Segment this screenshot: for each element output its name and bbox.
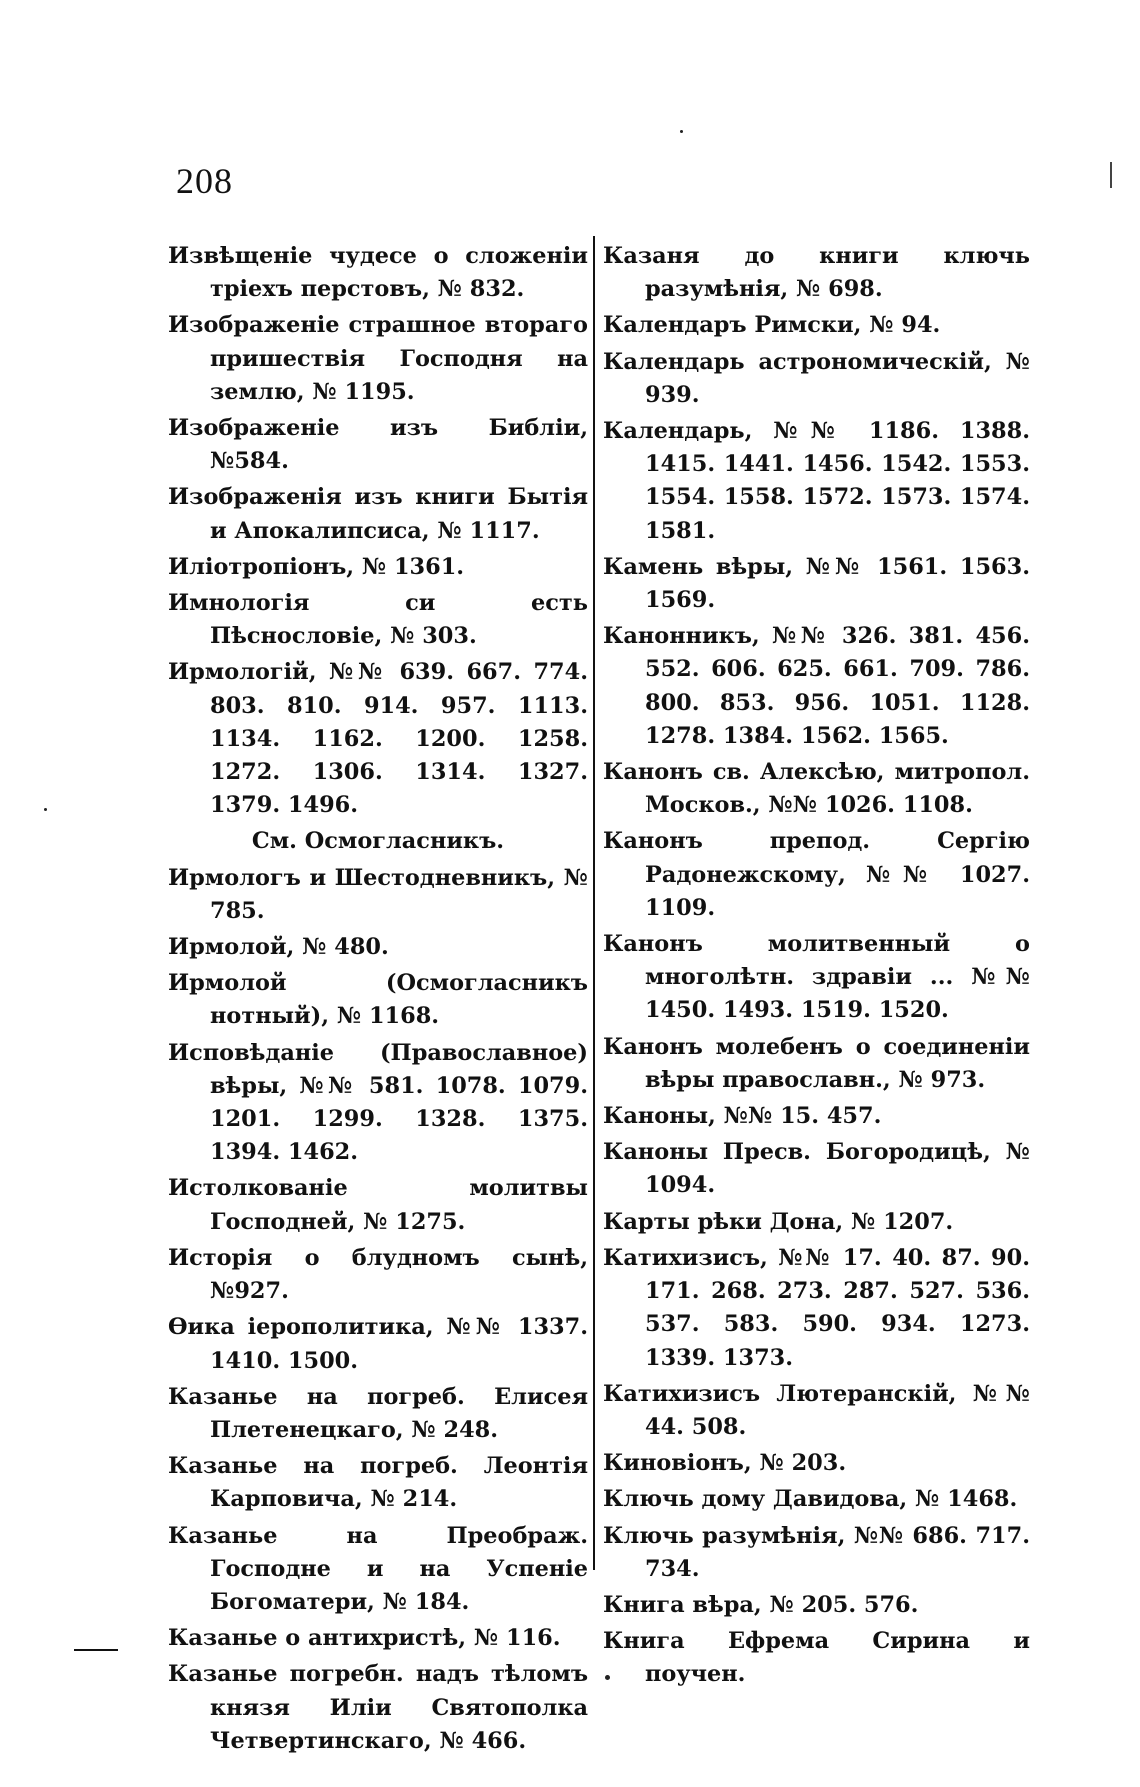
index-entry: Канонъ молитвенный о многолѣтн. здравіи ... №№ 1450. 1493. 1519. 1520. <box>603 931 1030 1024</box>
index-entry: Календарь, №№ 1186. 1388. 1415. 1441. 1456. 1542. 1553. 1554. 1558. 1572. 1573. 1574. 1581. <box>603 418 1030 544</box>
index-entry: Извѣщеніе чудесе о сложеніи тріехъ перстовъ, № 832. <box>168 243 588 303</box>
index-entry: Календарь астрономическій, № 939. <box>603 348 1030 408</box>
index-entry: Изображеніе страшное втораго пришествія Господня на землю, № 1195. <box>168 312 588 405</box>
index-entry: Ирмологій, №№ 639. 667. 774. 803. 810. 914. 957. 1113. 1134. 1162. 1200. 1258. 1272. 1306. 1314. 1327. 1379. 1496. <box>168 659 588 819</box>
index-entry: Книга вѣра, № 205. 576. <box>603 1591 919 1618</box>
index-entry: Ключь дому Давидова, № 1468. <box>603 1486 1018 1513</box>
index-entry: Каноны Пресв. Богородицѣ, № 1094. <box>603 1139 1030 1199</box>
index-entry: Имнологія си есть Пѣснословіе, № 303. <box>168 590 588 650</box>
index-column-left <box>168 240 588 1761</box>
index-entry: Книга Ефрема Сирина и поучен. <box>603 1628 1030 1688</box>
ink-speck <box>44 808 47 811</box>
index-entry: Катихизисъ Лютеранскій, №№ 44. 508. <box>603 1380 1030 1440</box>
index-entry: Киновіонъ, № 203. <box>603 1450 847 1477</box>
index-entry: Казанье на погреб. Елисея Плетенецкаго, № 248. <box>168 1383 588 1443</box>
index-entry: Казанье о антихристѣ, № 116. <box>168 1625 561 1652</box>
index-entry: Канонъ препод. Сергію Радонежскому, №№ 1027. 1109. <box>603 828 1030 921</box>
index-entry: Истолкованіе молитвы Господней, № 1275. <box>168 1175 588 1235</box>
index-entry: Ключь разумѣнія, №№ 686. 717. 734. <box>603 1522 1030 1582</box>
index-entry: Канонникъ, №№ 326. 381. 456. 552. 606. 625. 661. 709. 786. 800. 853. 956. 1051. 1128. 1278. 1384. 1562. 1565. <box>603 623 1030 749</box>
margin-rule <box>74 1649 118 1651</box>
index-entry: Камень вѣры, №№ 1561. 1563. 1569. <box>603 553 1030 614</box>
index-entry: Каноны, №№ 15. 457. <box>603 1103 882 1130</box>
index-entry: Исторія о блудномъ сынѣ, №927. <box>168 1244 588 1305</box>
index-column-right <box>603 240 1030 1695</box>
index-entry: Ѳика іерополитика, №№ 1337. 1410. 1500. <box>168 1314 588 1374</box>
cross-reference: См. Осмогласникъ. <box>251 828 505 855</box>
index-entry: Исповѣданіе (Православное) вѣры, №№ 581. 1078. 1079. 1201. 1299. 1328. 1375. 1394. 1462. <box>168 1039 588 1166</box>
margin-mark <box>1110 162 1112 188</box>
page-number: 208 <box>176 161 233 201</box>
ink-speck <box>605 1675 610 1680</box>
index-entry: Казанье на Преображ. Господне и на Успеніе Богоматери, № 184. <box>168 1522 588 1615</box>
column-divider <box>593 236 595 1570</box>
index-entry: Карты рѣки Дона, № 1207. <box>603 1208 954 1235</box>
index-entry: Изображенія изъ книги Бытія и Апокалипсиса, № 1117. <box>168 484 588 544</box>
ink-speck <box>680 130 683 133</box>
index-entry: Канонъ молебенъ о соединеніи вѣры православн., № 973. <box>603 1033 1030 1093</box>
index-entry: Ирмолой, № 480. <box>168 934 389 961</box>
index-entry: Катихизисъ, №№ 17. 40. 87. 90. 171. 268. 273. 287. 527. 536. 537. 583. 590. 934. 1273. 1339. 1373. <box>603 1244 1030 1371</box>
index-entry: Изображеніе изъ Библіи, №584. <box>168 415 588 475</box>
index-entry: Иліотропіонъ, № 1361. <box>168 553 465 580</box>
index-entry: Ирмолой (Осмогласникъ нотный), № 1168. <box>168 970 588 1030</box>
index-entry: Календаръ Римски, № 94. <box>603 312 941 339</box>
index-entry: Казанье на погреб. Леонтія Карповича, № 214. <box>168 1453 588 1513</box>
index-entry: Канонъ св. Алексѣю, митропол. Москов., №№ 1026. 1108. <box>603 759 1030 819</box>
index-entry: Ирмологъ и Шестодневникъ, № 785. <box>168 864 588 924</box>
index-entry: Казанье погребн. надъ тѣломъ князя Иліи Святополка Четвертинскаго, № 466. <box>168 1661 588 1754</box>
index-entry: Казаня до книги ключь разумѣнія, № 698. <box>603 243 1030 303</box>
